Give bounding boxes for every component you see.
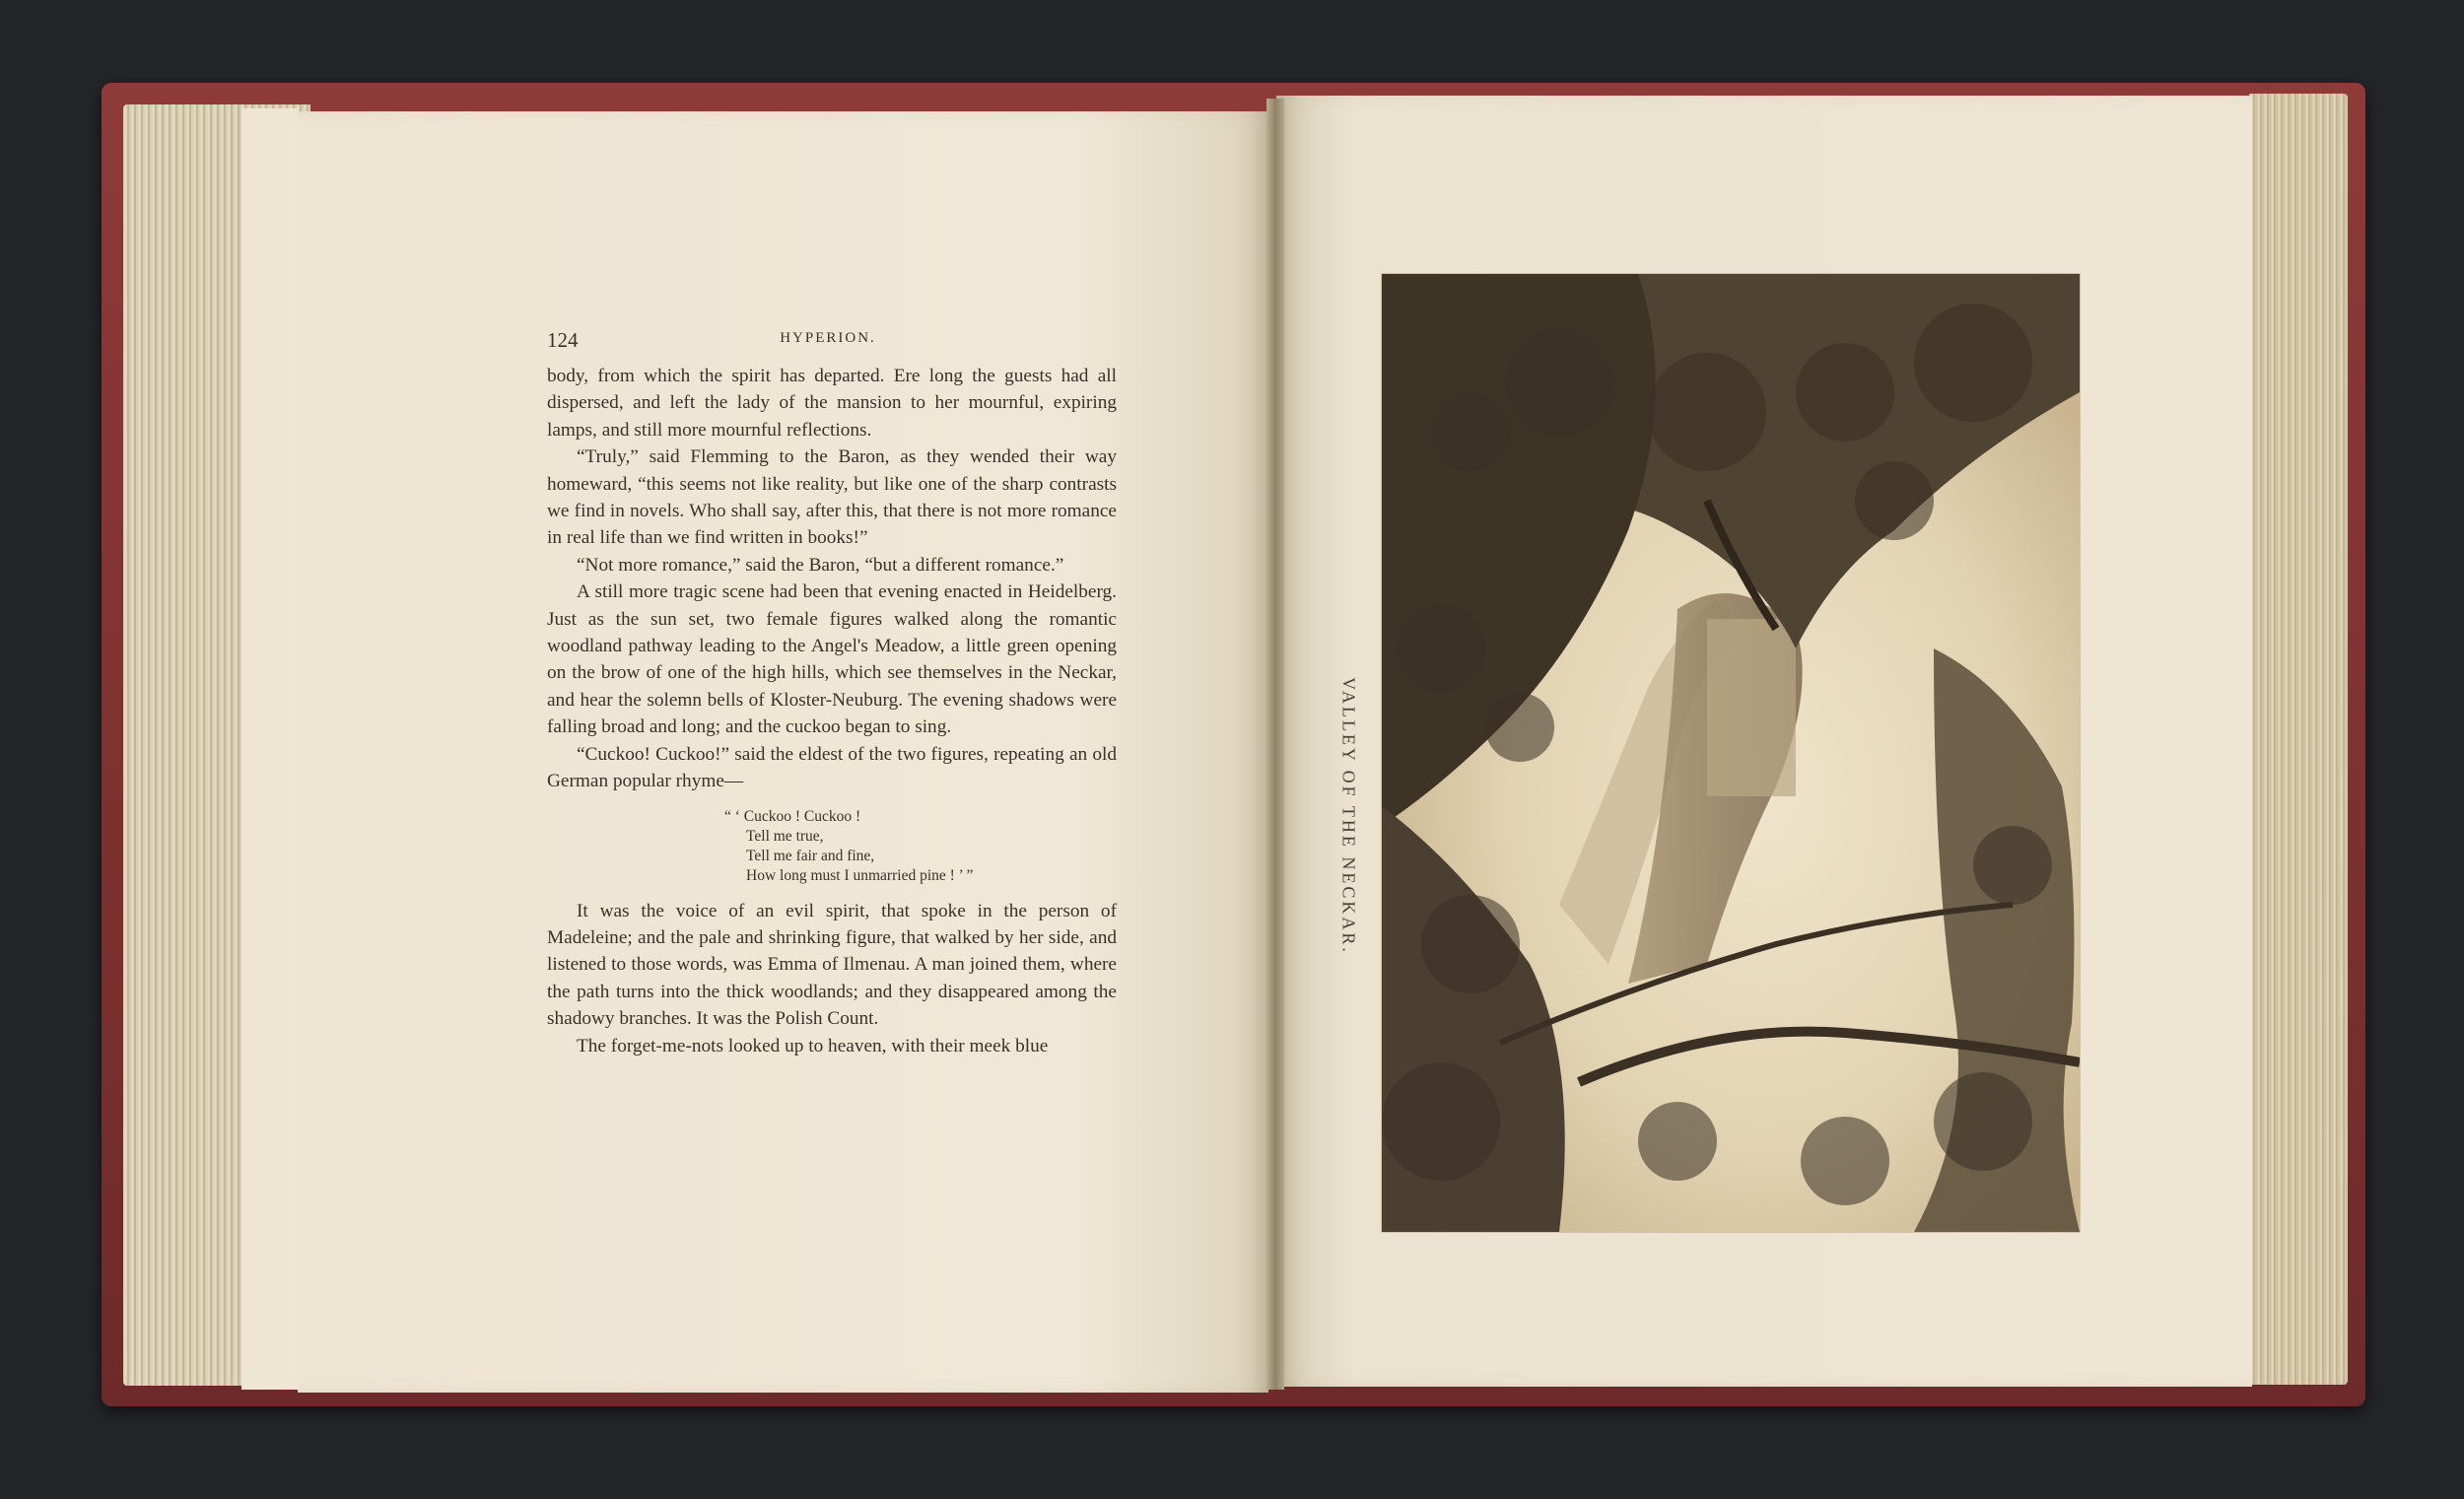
photograph-plate <box>1382 274 2080 1232</box>
left-flyleaf <box>241 108 299 1390</box>
page-text <box>547 363 1117 1059</box>
verse-line: Tell me true, <box>746 827 824 845</box>
verse-line: Tell me fair and fine, <box>746 847 875 864</box>
paragraph: “Not more romance,” said the Baron, “but a different romance.” <box>577 554 1064 576</box>
verse-quote <box>724 807 1117 886</box>
paragraph: body, from which the spirit has departed. Ere long the guests had all dispersed, and left the lady of the mansion to her mournful, expiring lamps, and still more mournful reflections. <box>547 366 1117 441</box>
paragraph: “Truly,” said Flemming to the Baron, as they wended their way homeward, “this seems not like reality, but like one of the sharp contrasts we find in novels. Who shall say, after this, that there is not more romance in real life than we find written in books!” <box>547 446 1117 549</box>
page-number: 124 <box>547 328 579 352</box>
verse-line: “ ‘ Cuckoo ! Cuckoo ! <box>724 807 861 825</box>
running-title: HYPERION. <box>780 330 876 346</box>
paragraph: It was the voice of an evil spirit, that spoke in the person of Madeleine; and the pale and shrinking figure, that walked by her side, and listened to those words, was Emma of Ilmenau. A man joined them, where the path turns into the thick woodlands; and they disappeared among the shadowy branches. It was the Polish Count. <box>547 900 1117 1030</box>
book-gutter <box>1266 99 1284 1390</box>
paragraph: The forget-me-nots looked up to heaven, with their meek blue <box>577 1035 1049 1056</box>
paragraph: “Cuckoo! Cuckoo!” said the eldest of the two figures, repeating an old German popular rhyme— <box>547 743 1117 792</box>
plate-caption-text: VALLEY OF THE NECKAR. <box>1338 677 1359 955</box>
verse-line: How long must I unmarried pine ! ’ ” <box>746 866 974 884</box>
plate-caption <box>1319 639 1378 993</box>
running-head <box>547 328 1109 358</box>
photograph-image <box>1382 274 2080 1232</box>
paragraph: A still more tragic scene had been that evening enacted in Heidelberg. Just as the sun set, two female figures walked along the romantic woodland pathway leading to the Angel's Meadow, a little green opening on the brow of one of the high hills, which see themselves in the Neckar, and hear the solemn bells of Kloster-Neuburg. The evening shadows were falling broad and long; and the cuckoo began to sing. <box>547 581 1117 738</box>
right-page-edges <box>2249 94 2348 1385</box>
